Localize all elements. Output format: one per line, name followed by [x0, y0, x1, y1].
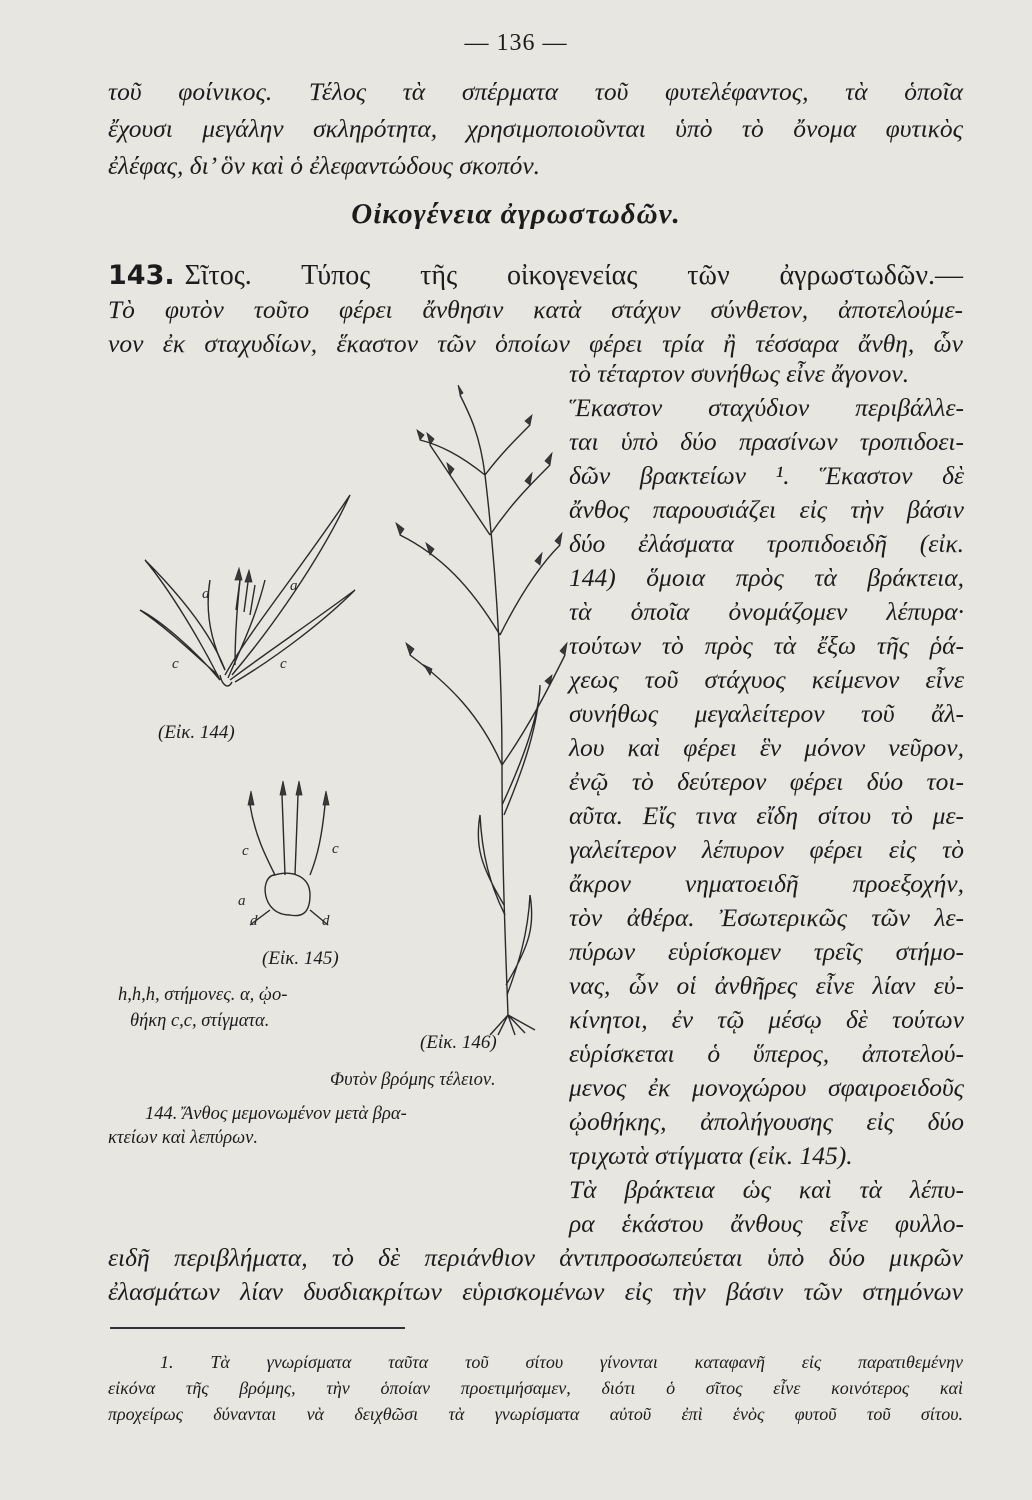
column-line: τριχωτὰ στίγματα (εἰκ. 145). — [569, 1141, 853, 1170]
label-d: d — [322, 913, 330, 929]
column-line: τὸ τέταρτον συνήθως εἶνε ἄγονον. — [569, 359, 910, 388]
column-line: χεως τοῦ στάχυος κείμενον εἶνε — [569, 665, 964, 694]
column-line: συνήθως μεγαλείτερον τοῦ ἄλ- — [569, 699, 964, 728]
figure-145-legend: h,h,h, στήμονες. α, ᾠο- — [118, 985, 288, 1005]
label-c: c — [242, 843, 249, 859]
text-line: ἐλέφας, δι’ ὃν καὶ ὁ ἐλεφαντώδους σκοπόν. — [108, 151, 541, 180]
text-line: ειδῆ περιβλήματα, τὸ δὲ περιάνθιον ἀντιπροσωπεύεται ὑπὸ δύο μικρῶν — [108, 1243, 963, 1272]
figure-144-legend: κτείων καὶ λεπύρων. — [108, 1128, 259, 1148]
column-line: εὑρίσκεται ὁ ὕπερος, ἀποτελού- — [569, 1039, 964, 1068]
section-title: Σῖτος. Τύπος τῆς οἰκογενείας τῶν ἀγρωστωδῶν.— — [184, 260, 963, 291]
text-line: τοῦ φοίνικος. Τέλος τὰ σπέρματα τοῦ φυτελέφαντος, τὰ ὁποῖα — [108, 77, 963, 106]
figure-146-caption: (Εἰκ. 146) — [420, 1032, 497, 1053]
footnote-line: προχείρως δύνανται νὰ δειχθῶσι τὰ γνωρίσματα αὐτοῦ ἐπὶ ἑνὸς φυτοῦ τοῦ σίτου. — [108, 1404, 963, 1424]
figure-144-legend: 144. Ἄνθος μεμονωμένον μετὰ βρα- — [145, 1104, 407, 1124]
label-a: a — [238, 893, 246, 909]
label-c: c — [172, 656, 179, 672]
column-line: ᾠοθήκης, ἀπολήγουσης εἰς δύο — [569, 1107, 964, 1136]
section-title-line — [108, 259, 963, 293]
column-line: Ἕκαστον σταχύδιον περιβάλλε- — [569, 393, 964, 422]
column-line: τὰ ὁποῖα ὀνομάζομεν λέπυρα· — [569, 597, 964, 626]
column-line: ἄκρον νηματοειδῆ προεξοχήν, — [569, 869, 964, 898]
column-line: ται ὑπὸ δύο πρασίνων τροπιδοει- — [569, 427, 964, 456]
column-line: ἐνῷ τὸ δεύτερον φέρει δύο τοι- — [569, 767, 964, 796]
footnote-rule — [110, 1327, 405, 1329]
label-a: a — [202, 586, 210, 602]
figure-144-flower-drawing — [140, 470, 370, 700]
figure-145-caption: (Εἰκ. 145) — [262, 948, 339, 969]
label-a: a — [290, 578, 298, 594]
page-number: — 136 — — [464, 30, 568, 56]
text-line: ἐλασμάτων λίαν δυσδιακρίτων εὑρισκομένων εἰς τὴν βάσιν τῶν στημόνων — [108, 1277, 963, 1306]
column-line: κίνητοι, ἐν τῷ μέσῳ δὲ τούτων — [569, 1005, 964, 1034]
column-line: δῶν βρακτείων ¹. Ἕκαστον δὲ — [569, 461, 964, 490]
footnote-line: 1. Τὰ γνωρίσματα ταῦτα τοῦ σίτου γίνονται καταφανῆ εἰς παρατιθεμένην — [160, 1352, 963, 1372]
label-d: d — [250, 913, 258, 929]
column-line: Τὰ βράκτεια ὡς καὶ τὰ λέπυ- — [569, 1175, 964, 1204]
column-line: μενος ἐκ μονοχώρου σφαιροειδοῦς — [569, 1073, 964, 1102]
text-line: ἔχουσι μεγάλην σκληρότητα, χρησιμοποιοῦνται ὑπὸ τὸ ὄνομα φυτικὸς — [108, 114, 963, 143]
column-line: τούτων τὸ πρὸς τὰ ἔξω τῆς ῥά- — [569, 631, 964, 660]
section-heading: Οἰκογένεια ἀγρωστωδῶν. — [351, 198, 681, 230]
figure-146-legend: Φυτὸν βρόμης τέλειον. — [330, 1070, 496, 1090]
figure-145-legend: θήκη c,c, στίγματα. — [130, 1011, 270, 1031]
column-line: αῦτα. Εἴς τινα εἴδη σίτου τὸ με- — [569, 801, 964, 830]
column-line: γαλείτερον λέπυρον φέρει εἰς τὸ — [569, 835, 964, 864]
figure-144-caption: (Εἰκ. 144) — [158, 722, 235, 743]
column-line: ἄνθος παρουσιάζει εἰς τὴν βάσιν — [569, 495, 964, 524]
column-line: δύο ἐλάσματα τροπιδοειδῆ (εἰκ. — [569, 529, 964, 558]
label-c: c — [332, 841, 339, 857]
column-line: ρα ἑκάστου ἄνθους εἶνε φυλλο- — [569, 1209, 964, 1238]
column-line: τὸν ἀθέρα. Ἐσωτερικῶς τῶν λε- — [569, 903, 964, 932]
column-line: λου καὶ φέρει ἓν μόνον νεῦρον, — [569, 733, 964, 762]
column-line: πύρων εὑρίσκομεν τρεῖς στήμο- — [569, 937, 964, 966]
text-line: νον ἐκ σταχυδίων, ἕκαστον τῶν ὁποίων φέρει τρία ἢ τέσσαρα ἄνθη, ὧν — [108, 329, 963, 358]
figure-146-oat-plant-drawing — [390, 385, 570, 1035]
label-c: c — [280, 656, 287, 672]
text-line: Τὸ φυτὸν τοῦτο φέρει ἄνθησιν κατὰ στάχυν σύνθετον, ἀποτελούμε- — [108, 295, 963, 324]
figure-145-pistil-drawing — [230, 775, 350, 935]
section-number: 143. — [108, 260, 175, 291]
column-line: 144) ὅμοια πρὸς τὰ βράκτεια, — [569, 563, 964, 592]
footnote-line: εἰκόνα τῆς βρόμης, τὴν ὁποίαν προετιμήσαμεν, διότι ὁ σῖτος εἶνε κοινότερος καὶ — [108, 1378, 963, 1398]
column-line: νας, ὧν οἱ ἀνθῆρες εἶνε λίαν εὐ- — [569, 971, 964, 1000]
